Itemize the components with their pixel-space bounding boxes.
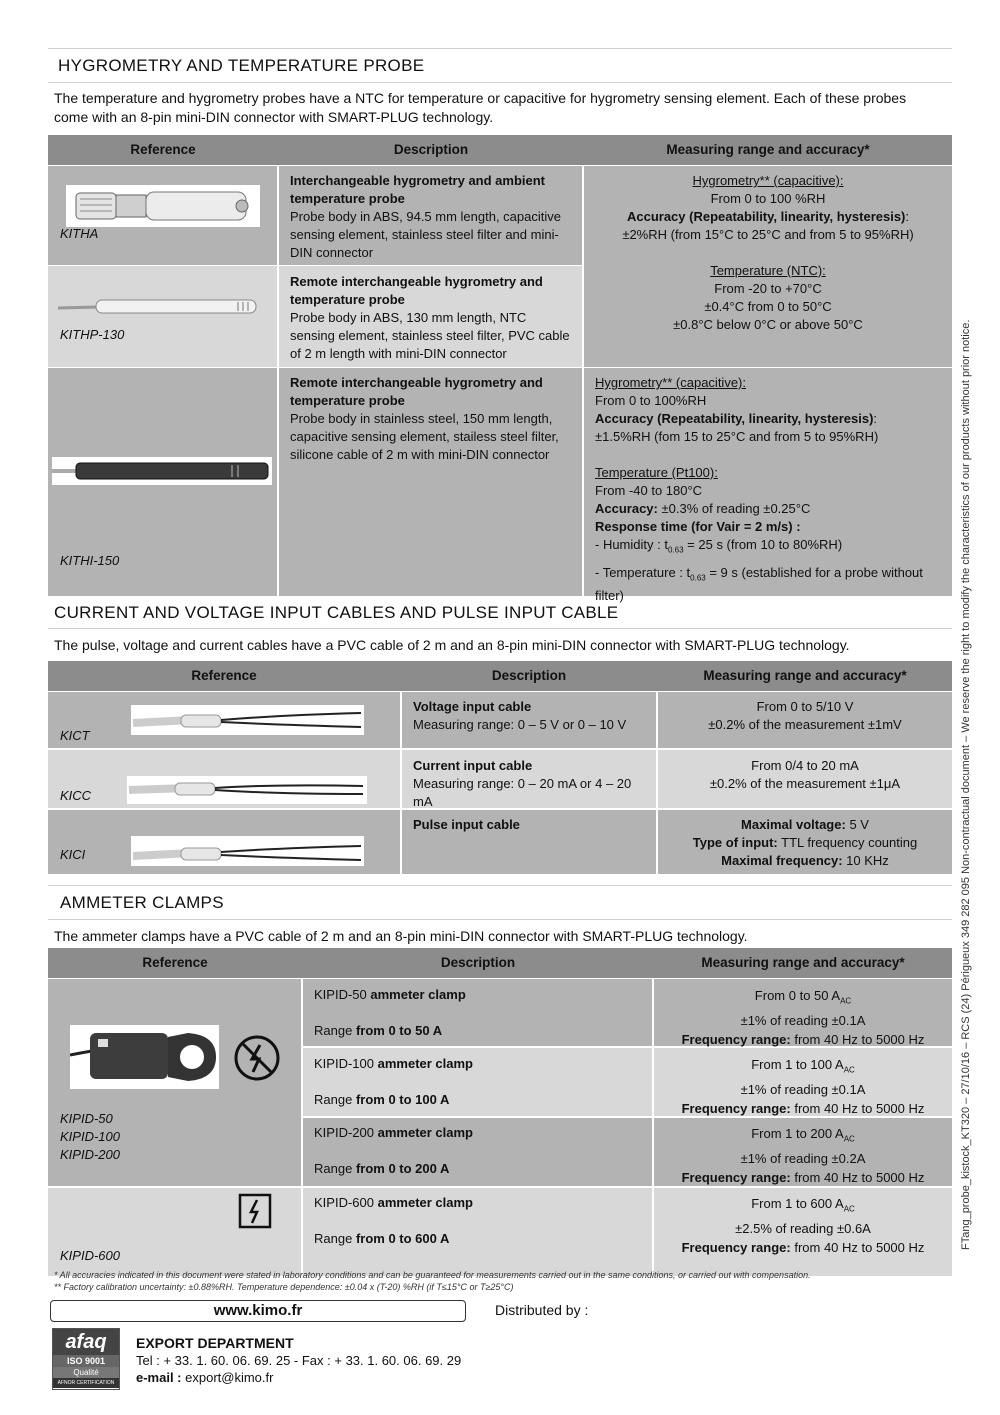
clamp-name: KIPID-600	[314, 1195, 374, 1210]
range-value: From 1 to 200 A	[751, 1126, 844, 1141]
range-cell-text	[660, 698, 950, 734]
frequency-value: from 40 Hz to 5000 Hz	[794, 1169, 925, 1185]
reference-label: KITHP-130	[60, 327, 125, 342]
cable-image	[131, 705, 364, 735]
description-title: Remote interchangeable hygrometry and temperature probe	[290, 274, 543, 307]
column-header-description: Description	[393, 142, 469, 157]
divider	[48, 885, 952, 886]
website-link[interactable]: www.kimo.fr	[50, 1300, 466, 1322]
clamp-word: ammeter clamp	[370, 987, 466, 1002]
range-value: From 0 to 50 A	[754, 988, 841, 1003]
range-cell-text	[660, 816, 950, 870]
response-time-label: Response time (for Vair = 2 m/s) :	[595, 519, 801, 534]
clamp-name: KIPID-100	[314, 1056, 374, 1071]
cable-image	[127, 776, 367, 804]
column-header-range: Measuring range and accuracy*	[703, 668, 907, 683]
range-value: From 0 to 5/10 V	[756, 699, 854, 714]
accuracy-value: ±0.8°C below 0°C or above 50°C	[673, 317, 863, 332]
description-cell	[413, 698, 653, 734]
accuracy-label: Accuracy (Repeatability, linearity, hysteresis)	[626, 209, 906, 224]
footnote: * All accuracies indicated in this document were stated in laboratory conditions and can be guaranteed for measurements carried out in the same conditions, or carried out with compensation.	[54, 1270, 811, 1280]
clamp-range: from 0 to 600 A	[355, 1231, 450, 1246]
reference-label: KITHI-150	[60, 553, 120, 568]
cable-image	[131, 836, 364, 866]
clamp-image	[70, 1025, 219, 1089]
accuracy-value: ±0.2% of the measurement ±1μA	[709, 776, 901, 791]
clamp-range: from 0 to 200 A	[355, 1161, 450, 1176]
frequency-value: from 40 Hz to 5000 Hz	[794, 1239, 925, 1255]
range-temperature-label: Temperature (NTC):	[710, 263, 826, 278]
email-link[interactable]: export@kimo.fr	[185, 1370, 274, 1385]
accuracy-value: ±1% of reading ±0.1A	[740, 1081, 866, 1097]
range-cell-text: From 1 to 600 $A_{AC}$ ±2.5% of reading ±0.6A Frequency range: from 40 Hz to 5000 Hz	[681, 1196, 925, 1255]
table-header	[48, 135, 952, 165]
no-bare-conductor-icon	[233, 1034, 281, 1082]
range-cell-text: From 1 to 200 $A_{AC}$ ±1% of reading ±0.2A Frequency range: from 40 Hz to 5000 Hz	[681, 1126, 925, 1185]
max-voltage-value: 5 V	[849, 817, 869, 832]
description-title: Interchangeable hygrometry and ambient temperature probe	[290, 173, 546, 206]
range-cell-text: From 1 to 100 $A_{AC}$ ±1% of reading ±0.1A Frequency range: from 40 Hz to 5000 Hz	[681, 1057, 925, 1116]
clamp-range: from 0 to 100 A	[355, 1092, 450, 1107]
frequency-label: Frequency range:	[681, 1031, 791, 1047]
range-value: From 0/4 to 20 mA	[751, 758, 859, 773]
divider	[656, 692, 658, 874]
reference-label: KIPID-100	[60, 1129, 120, 1144]
column-header-description: Description	[491, 668, 567, 683]
max-frequency-value: 10 KHz	[846, 853, 889, 868]
range-cell-text	[660, 757, 950, 793]
divider	[48, 48, 952, 49]
description-cell	[290, 273, 574, 363]
section-title-clamps: AMMETER CLAMPS	[60, 893, 224, 912]
section-intro: The temperature and hygrometry probes have a NTC for temperature or capacitive for hygrometry sensing element. Each of these probes come with an 8-pin mini-DIN connector with SMART-PLUG technology.	[54, 90, 907, 125]
frequency-label: Frequency range:	[681, 1100, 791, 1116]
column-header-description: Description	[440, 955, 516, 970]
clamp-range: from 0 to 50 A	[355, 1023, 443, 1038]
footnote: ** Factory calibration uncertainty: ±0.88%RH. Temperature dependence: ±0.04 x (T-20) %RH (if T≤15°C or T≥25°C)	[54, 1282, 514, 1292]
column-header-range: Measuring range and accuracy*	[666, 142, 870, 157]
section-intro: The ammeter clamps have a PVC cable of 2 m and an 8-pin mini-DIN connector with SMART-PLUG technology.	[54, 928, 748, 944]
max-frequency-label: Maximal frequency:	[721, 853, 843, 868]
reference-label: KIPID-200	[60, 1147, 120, 1162]
bare-conductor-icon	[238, 1193, 272, 1229]
distributed-by-label: Distributed by :	[495, 1302, 589, 1318]
description-body: Probe body in ABS, 94.5 mm length, capacitive sensing element, stainless steel filter and mini-DIN connector	[290, 209, 561, 260]
description-body: Measuring range: 0 – 5 V or 0 – 10 V	[413, 717, 627, 732]
response-temperature: - Temperature : $t_{0.63} = 9$ s (established for a probe without filter)	[595, 564, 923, 604]
section-intro: The pulse, voltage and current cables have a PVC cable of 2 m and an 8-pin mini-DIN connector with SMART-PLUG technology.	[54, 637, 850, 653]
reference-label: KIPID-600	[60, 1248, 120, 1263]
phone-fax: Tel : + 33. 1. 60. 06. 69. 25 - Fax : + 33. 1. 60. 06. 69. 29	[136, 1353, 462, 1368]
input-type-value: TTL frequency counting	[781, 835, 918, 850]
clamp-name: KIPID-200	[314, 1125, 374, 1140]
description-body: Probe body in stainless steel, 150 mm length, capacitive sensing element, stailess steel filter, silicone cable of 2 m with mini-DIN connector	[290, 411, 559, 462]
description-title: Pulse input cable	[413, 817, 520, 832]
reference-label: KICT	[60, 728, 90, 743]
divider	[277, 166, 279, 596]
description-body: Probe body in ABS, 130 mm length, NTC sensing element, stainless steel filter, PVC cable of 2 m length with mini-DIN connector	[290, 310, 570, 361]
range-value: From -40 to 180°C	[595, 483, 703, 498]
description-cell	[413, 757, 653, 811]
email-line	[136, 1370, 273, 1385]
description-cell	[290, 172, 574, 262]
divider	[582, 166, 584, 596]
range-hygrometry-label: Hygrometry** (capacitive):	[692, 173, 844, 188]
accuracy-label: Accuracy:	[595, 501, 658, 516]
range-value: From 0 to 100 %RH	[710, 191, 826, 206]
divider	[48, 82, 952, 83]
description-cell	[413, 816, 653, 834]
max-voltage-label: Maximal voltage:	[741, 817, 846, 832]
column-header-reference: Reference	[130, 142, 196, 157]
reference-label: KICI	[60, 847, 86, 862]
accuracy-value: ±2.5% of reading ±0.6A	[735, 1220, 871, 1236]
range-value: From -20 to +70°C	[714, 281, 822, 296]
afaq-logo: afaq ISO 9001 Qualité AFNOR CERTIFICATION	[52, 1328, 120, 1390]
table-header	[48, 661, 952, 691]
description-cell: KIPID-600 ammeter clamp Range from 0 to 600 A	[314, 1195, 473, 1246]
input-type-label: Type of input:	[692, 835, 778, 850]
range-cell-text: From 0 to 50 $A_{AC}$ ±1% of reading ±0.1A Frequency range: from 40 Hz to 5000 Hz	[681, 988, 925, 1047]
side-legal-text: FTang_probe_kistock_KT320 – 27/10/16 – RCS (24) Périgueux 349 282 095 Non-contractual document – We reserve the right to modify the characteristics of our products without prior notice.	[960, 319, 972, 1250]
description-title: Remote interchangeable hygrometry and temperature probe	[290, 375, 543, 408]
clamp-word: ammeter clamp	[377, 1125, 473, 1140]
description-title: Voltage input cable	[413, 699, 532, 714]
divider	[652, 979, 654, 1276]
range-cell-text: Hygrometry** (capacitive): From 0 to 100 %RH Accuracy (Repeatability, linearity, hysteresis): ±2%RH (from 15°C to 25°C and from 5 to 95%RH) Temperature (NTC): From -20 to +70°C ±0.4°C from 0 to 50°C ±0.8°C below 0°C or above 50°C	[622, 173, 914, 332]
range-value: From 1 to 600 A	[751, 1196, 844, 1211]
accuracy-value: ±2%RH (from 15°C to 25°C and from 5 to 95%RH)	[622, 227, 914, 242]
reference-label: KICC	[60, 788, 92, 803]
clamp-word: ammeter clamp	[377, 1195, 473, 1210]
reference-label: KITHA	[60, 226, 99, 241]
range-value: From 1 to 100 A	[751, 1057, 844, 1072]
section-title-cables: CURRENT AND VOLTAGE INPUT CABLES AND PULSE INPUT CABLE	[54, 603, 619, 622]
divider	[48, 628, 952, 629]
section-title-hygrometry: HYGROMETRY AND TEMPERATURE PROBE	[58, 56, 425, 75]
column-header-range: Measuring range and accuracy*	[701, 955, 905, 970]
reference-label: KIPID-50	[60, 1111, 113, 1126]
accuracy-value: ±1% of reading ±0.2A	[740, 1150, 866, 1166]
column-header-reference: Reference	[191, 668, 257, 683]
divider	[400, 692, 402, 874]
accuracy-value: ±1.5%RH (fom 15 to 25°C and from 5 to 95%RH)	[595, 429, 879, 444]
probe-image	[66, 185, 260, 227]
table-header	[48, 948, 952, 978]
frequency-label: Frequency range:	[681, 1169, 791, 1185]
range-temperature-label: Temperature (Pt100):	[595, 465, 718, 480]
frequency-value: from 40 Hz to 5000 Hz	[794, 1031, 925, 1047]
department-title: EXPORT DEPARTMENT	[136, 1335, 294, 1351]
divider	[48, 919, 952, 920]
range-hygrometry-label: Hygrometry** (capacitive):	[595, 375, 746, 390]
column-header-reference: Reference	[142, 955, 208, 970]
description-title: Current input cable	[413, 758, 533, 773]
accuracy-value: ±0.4°C from 0 to 50°C	[704, 299, 832, 314]
probe-image	[58, 292, 264, 320]
accuracy-value: ±1% of reading ±0.1A	[740, 1012, 866, 1028]
probe-image	[52, 457, 272, 485]
frequency-label: Frequency range:	[681, 1239, 791, 1255]
description-cell	[290, 374, 574, 464]
description-body: Measuring range: 0 – 20 mA or 4 – 20 mA	[413, 776, 632, 809]
response-humidity: - Humidity : $t_{0.63} = 25$ s (from 10 to 80%RH)	[595, 537, 843, 555]
accuracy-label: Accuracy (Repeatability, linearity, hysteresis)	[595, 411, 874, 426]
clamp-name: KIPID-50	[314, 987, 367, 1002]
accuracy-value: ±0.3% of reading ±0.25°C	[661, 501, 811, 516]
description-cell: KIPID-100 ammeter clamp Range from 0 to 100 A	[314, 1056, 473, 1107]
description-cell: KIPID-200 ammeter clamp Range from 0 to 200 A	[314, 1125, 473, 1176]
range-cell-text: Hygrometry** (capacitive): From 0 to 100%RH Accuracy (Repeatability, linearity, hysteresis): ±1.5%RH (fom 15 to 25°C and from 5 to 95%RH) Temperature (Pt100): From -40 to 180°C Accuracy: ±0.3% of reading ±0.25°C Response time (for Vair = 2 m/s) : - Humidity : $t_{0.63} = 25$ s (from 10 to 80%RH) - Temperature : $t_{0.63} = 9$ s (established for a probe without filter)	[595, 374, 950, 605]
clamp-word: ammeter clamp	[377, 1056, 473, 1071]
description-cell: KIPID-50 ammeter clamp Range from 0 to 50 A	[314, 987, 466, 1038]
frequency-value: from 40 Hz to 5000 Hz	[794, 1100, 925, 1116]
email-label: e-mail :	[136, 1370, 182, 1385]
range-value: From 0 to 100%RH	[595, 393, 707, 408]
accuracy-value: ±0.2% of the measurement ±1mV	[708, 717, 902, 732]
